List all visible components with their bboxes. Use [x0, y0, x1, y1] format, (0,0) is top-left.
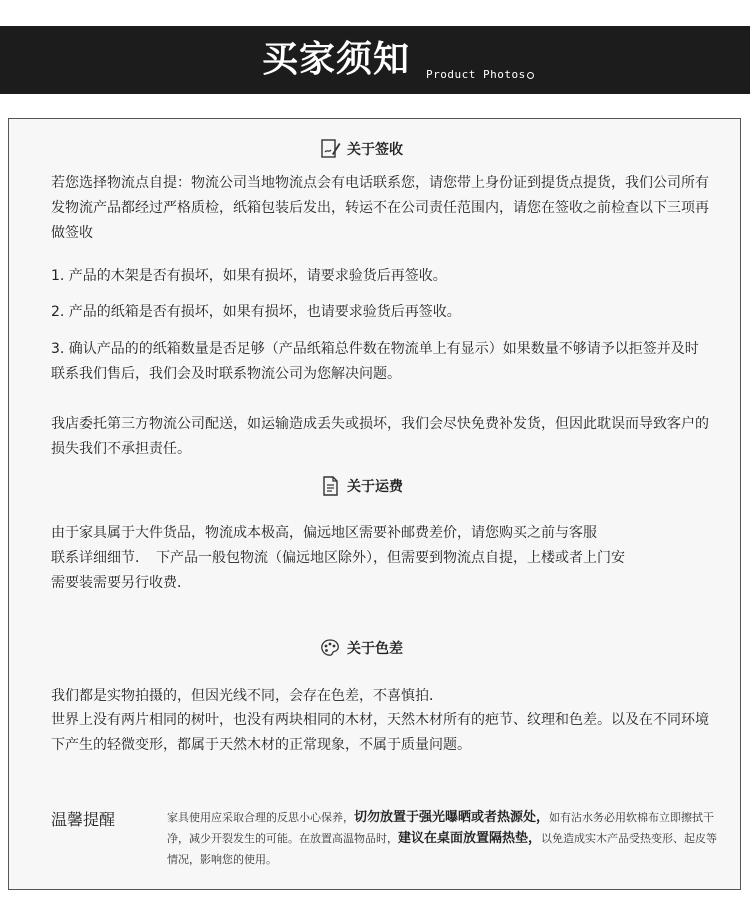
- circle-dot-icon: [527, 72, 534, 79]
- color-line-2: 世界上没有两片相同的树叶，也没有两块相同的木材，天然木材所有的疤节、纹理和色差。以及在不同环境下产生的轻微变形，都属于天然木材的正常现象，不属于质量问题。: [51, 712, 709, 753]
- tips-bold-1: 切勿放置于强光曝晒或者热源处，: [354, 810, 550, 825]
- tips-part-2: 如有沾水务必用软棉布立即擦拭干净，减少开裂发生的可能。在放置高温物品时，: [167, 811, 715, 845]
- section-title-sign: 关于签收: [347, 142, 403, 158]
- section-title-color: 关于色差: [347, 641, 403, 657]
- sign-item-3: 3. 确认产品的的纸箱数量是否足够（产品纸箱总件数在物流单上有显示）如果数量不够请予以拒签并及时联系我们售后，我们会及时联系物流公司为您解决问题。: [51, 341, 699, 382]
- sign-note: 我店委托第三方物流公司配送，如运输造成丢失或损坏，我们会尽快免费补发货，但因此耽误而导致客户的损失我们不承担责任。: [51, 416, 709, 457]
- shipping-line-2: 联系详细细节． 下产品一般包物流（偏远地区除外），但需要到物流点自提，上楼或者上门安: [51, 550, 625, 566]
- tips-label: 温馨提醒: [51, 810, 116, 829]
- color-line-1: 我们都是实物拍摄的，但因光线不同，会存在色差，不喜慎拍．: [51, 688, 443, 704]
- signature-pen-icon: [319, 138, 341, 160]
- section-header-color: [319, 637, 403, 659]
- document-icon: [319, 475, 341, 497]
- sign-item-1: 1. 产品的木架是否有损坏，如果有损坏，请要求验货后再签收。: [51, 268, 447, 284]
- sign-intro: 若您选择物流点自提：物流公司当地物流点会有电话联系您，请您带上身份证到提货点提货，我们公司所有发物流产品都经过严格质检，纸箱包装后发出，转运不在公司责任范围内，请您在签收之前检查以下三项再做签收: [51, 175, 709, 241]
- shipping-line-3: 需要装需要另行收费．: [51, 575, 191, 591]
- sign-item-2: 2. 产品的纸箱是否有损坏，如果有损坏，也请要求验货后再签收。: [51, 304, 461, 320]
- section-header-shipping: [319, 475, 403, 497]
- page-title: 买家须知: [262, 38, 411, 80]
- notice-panel: [8, 118, 741, 890]
- section-header-sign: [319, 138, 403, 160]
- tips-part-3: 以免造成实木产品受热变形、起皮等情况，影响您的使用。: [167, 832, 718, 866]
- tips-bold-2: 建议在桌面放置隔热垫，: [398, 831, 542, 846]
- shipping-line-1: 由于家具属于大件货品，物流成本极高，偏远地区需要补邮费差价，请您购买之前与客服: [51, 525, 597, 541]
- section-title-shipping: 关于运费: [347, 479, 403, 495]
- header-banner: [0, 26, 750, 94]
- page-subtitle: Product Photos: [426, 68, 526, 81]
- tips-text: [167, 807, 722, 870]
- tips-part-1: 家具使用应采取合理的反思小心保养，: [167, 811, 354, 824]
- palette-icon: [319, 637, 341, 659]
